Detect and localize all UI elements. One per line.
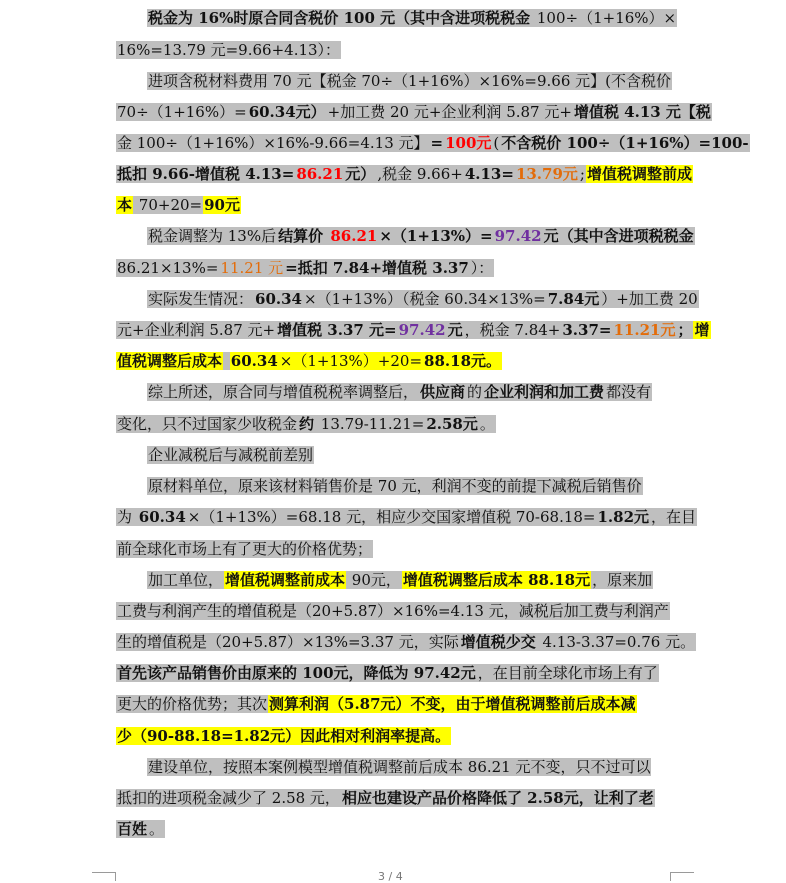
text-run: 13.79-11.21= — [316, 415, 425, 433]
text-run: 增值税调整后成本 88.18元 — [402, 571, 591, 589]
text-line — [147, 566, 672, 594]
text-line — [116, 597, 672, 625]
text-run: 工费与利润产生的增值税是（20+5.87）×16%=4.13 元，减税后加工费与利润产 — [117, 602, 669, 620]
text-run: 元+企业利润 5.87 元+ — [117, 321, 276, 339]
text-line — [116, 36, 672, 64]
text-line — [116, 316, 710, 344]
text-line — [116, 628, 696, 656]
text-run: ; — [579, 165, 585, 183]
text-run: 86.21 — [330, 227, 378, 245]
text-run: 结算价 — [278, 227, 329, 245]
text-line — [116, 98, 711, 126]
text-line — [116, 722, 672, 750]
text-run: ,税金 9.66+ — [377, 165, 463, 183]
text-run: 90元 — [204, 196, 240, 214]
text-run: 2.58元 — [426, 415, 478, 433]
text-run: 抵扣 9.66-增值税 4.13= — [117, 165, 295, 183]
text-run: 不含税价 100÷（1+16%）=100- — [501, 134, 749, 152]
text-run: 税金为 16%时原合同含税价 100 元（其中含进项税税金 — [148, 9, 531, 27]
text-run: 的 — [467, 383, 483, 401]
text-line — [147, 222, 694, 250]
page-number: 3 / 4 — [378, 870, 403, 883]
text-run: ( — [493, 134, 500, 152]
text-run: 都没有 — [606, 383, 652, 401]
text-run: = — [430, 134, 444, 152]
text-run: ）： — [470, 259, 494, 277]
text-run: 1.82元 — [597, 508, 650, 526]
text-run: 7.84元 — [547, 290, 600, 308]
text-run: 本 — [117, 196, 133, 214]
text-line — [147, 441, 672, 469]
text-run: 综上所述，原合同与增值税税率调整后， — [148, 383, 419, 401]
text-run: ×（1+13%）=68.18 元，相应少交国家增值税 70-68.18= — [187, 508, 596, 526]
text-run: 建设单位，按照本案例模型增值税调整前后成本 86.21 元不变，只不过可以 — [148, 758, 651, 776]
text-line — [147, 285, 698, 313]
text-run: 百姓 — [117, 820, 148, 838]
text-run: 金 100÷（1+16%）×16%-9.66=4.13 元】 — [117, 134, 429, 152]
text-run: 税金调整为 13%后 — [148, 227, 277, 245]
text-run: 增值税调整前成 — [586, 165, 692, 183]
text-run: ×（1+13%）= — [379, 227, 493, 245]
text-run: 16%=13.79 元=9.66+4.13）： — [117, 41, 341, 59]
text-run: 供应商 — [420, 383, 466, 401]
text-run: 60.34 — [255, 290, 302, 308]
text-run: 增 — [694, 321, 710, 339]
text-run: 。 — [479, 415, 495, 433]
text-run: 测算利润（5.87元）不变，由于增值税调整前后成本减 — [269, 695, 636, 713]
text-run: 100÷（1+16%）× — [532, 9, 677, 27]
text-line — [147, 753, 672, 781]
text-run: 100元 — [445, 134, 492, 152]
text-line — [147, 67, 672, 95]
text-run: 元） — [345, 165, 376, 183]
text-run: 97.42 — [494, 227, 542, 245]
text-run: ，原来加 — [592, 571, 653, 589]
text-run: 进项含税材料费用 70 元【税金 70÷（1+16%）×16%=9.66 元】(不含税价 — [148, 72, 671, 90]
text-run: 86.21×13%= — [117, 259, 219, 277]
text-run: ×（1+13%）（税金 60.34×13%= — [304, 290, 546, 308]
text-run: 86.21 — [296, 165, 344, 183]
text-run: 首先该产品销售价由原来的 100元，降低为 97.42元 — [117, 664, 476, 682]
text-line — [116, 347, 672, 375]
text-run: 约 — [299, 415, 315, 433]
text-run: 增值税少交 — [460, 633, 536, 651]
page-corner-mark-left — [92, 872, 116, 881]
text-run: 11.21元 — [613, 321, 676, 339]
text-line — [116, 659, 672, 687]
text-run: 60.34元） — [248, 103, 326, 121]
text-run: 元 — [447, 321, 463, 339]
text-line — [116, 410, 672, 438]
text-run: 相应也建设产品价格降低了 2.58元，让利了老 — [341, 789, 654, 807]
text-run: 实际发生情况： — [148, 290, 254, 308]
text-run: ，在目前全球化市场上有了 — [477, 664, 658, 682]
text-line — [116, 503, 697, 531]
text-line — [147, 4, 677, 32]
text-run: 加工单位， — [148, 571, 224, 589]
text-run: 少（90-88.18=1.82元）因此相对利润率提高。 — [117, 727, 451, 745]
text-run: 60.34 — [230, 352, 278, 370]
text-run: 原材料单位，原来该材料销售价是 70 元，利润不变的前提下减税后销售价 — [148, 477, 642, 495]
text-run: 企业利润和加工费 — [484, 383, 605, 401]
text-run: 13.79元 — [515, 165, 578, 183]
text-run: 97.42 — [398, 321, 446, 339]
text-run: 增值税 4.13 元【税 — [573, 103, 711, 121]
text-run: 元（其中含进项税税金 — [543, 227, 694, 245]
text-run: 生的增值税是（20+5.87）×13%=3.37 元，实际 — [117, 633, 459, 651]
text-run: 增值税调整前成本 — [225, 571, 346, 589]
text-run: ×（1+13%）+20= — [279, 352, 423, 370]
text-line — [116, 690, 672, 718]
text-run: 11.21 元 — [220, 259, 284, 277]
text-run: 变化，只不过国家少收税金 — [117, 415, 298, 433]
text-run: 。 — [149, 820, 165, 838]
text-run: 值税调整后成本 — [117, 352, 223, 370]
text-line — [116, 254, 672, 282]
text-run: 4.13-3.37=0.76 元。 — [537, 633, 696, 651]
text-run: 为 — [117, 508, 137, 526]
text-line — [147, 472, 672, 500]
text-line — [147, 378, 672, 406]
text-run: 70+20= — [134, 196, 203, 214]
text-run: +加工费 20 元+企业利润 5.87 元+ — [327, 103, 572, 121]
text-run: 增值税 3.37 元= — [277, 321, 397, 339]
text-run: 抵扣的进项税金减少了 2.58 元， — [117, 789, 340, 807]
text-line — [116, 129, 749, 157]
text-run: ）+加工费 20 — [601, 290, 698, 308]
text-line — [116, 784, 672, 812]
text-run: =抵扣 7.84+增值税 3.37 — [285, 259, 469, 277]
text-run: 更大的价格优势；其次 — [117, 695, 268, 713]
text-line — [116, 191, 672, 219]
text-run: 88.18元。 — [424, 352, 502, 370]
page-corner-mark-right — [670, 872, 694, 881]
text-line — [116, 535, 672, 563]
text-run: 前全球化市场上有了更大的价格优势； — [117, 540, 373, 558]
text-line — [116, 815, 672, 843]
text-run: 90元， — [347, 571, 401, 589]
text-run: ； — [677, 321, 693, 339]
text-run: ，税金 7.84+ — [464, 321, 561, 339]
text-run: ，在目 — [651, 508, 697, 526]
text-run: 企业减税后与减税前差别 — [148, 446, 314, 464]
text-run: 4.13= — [464, 165, 514, 183]
text-run: 60.34 — [138, 508, 186, 526]
text-line — [116, 160, 692, 188]
text-run — [223, 352, 230, 370]
text-run: 3.37= — [562, 321, 612, 339]
text-run: 70÷（1+16%）= — [117, 103, 247, 121]
